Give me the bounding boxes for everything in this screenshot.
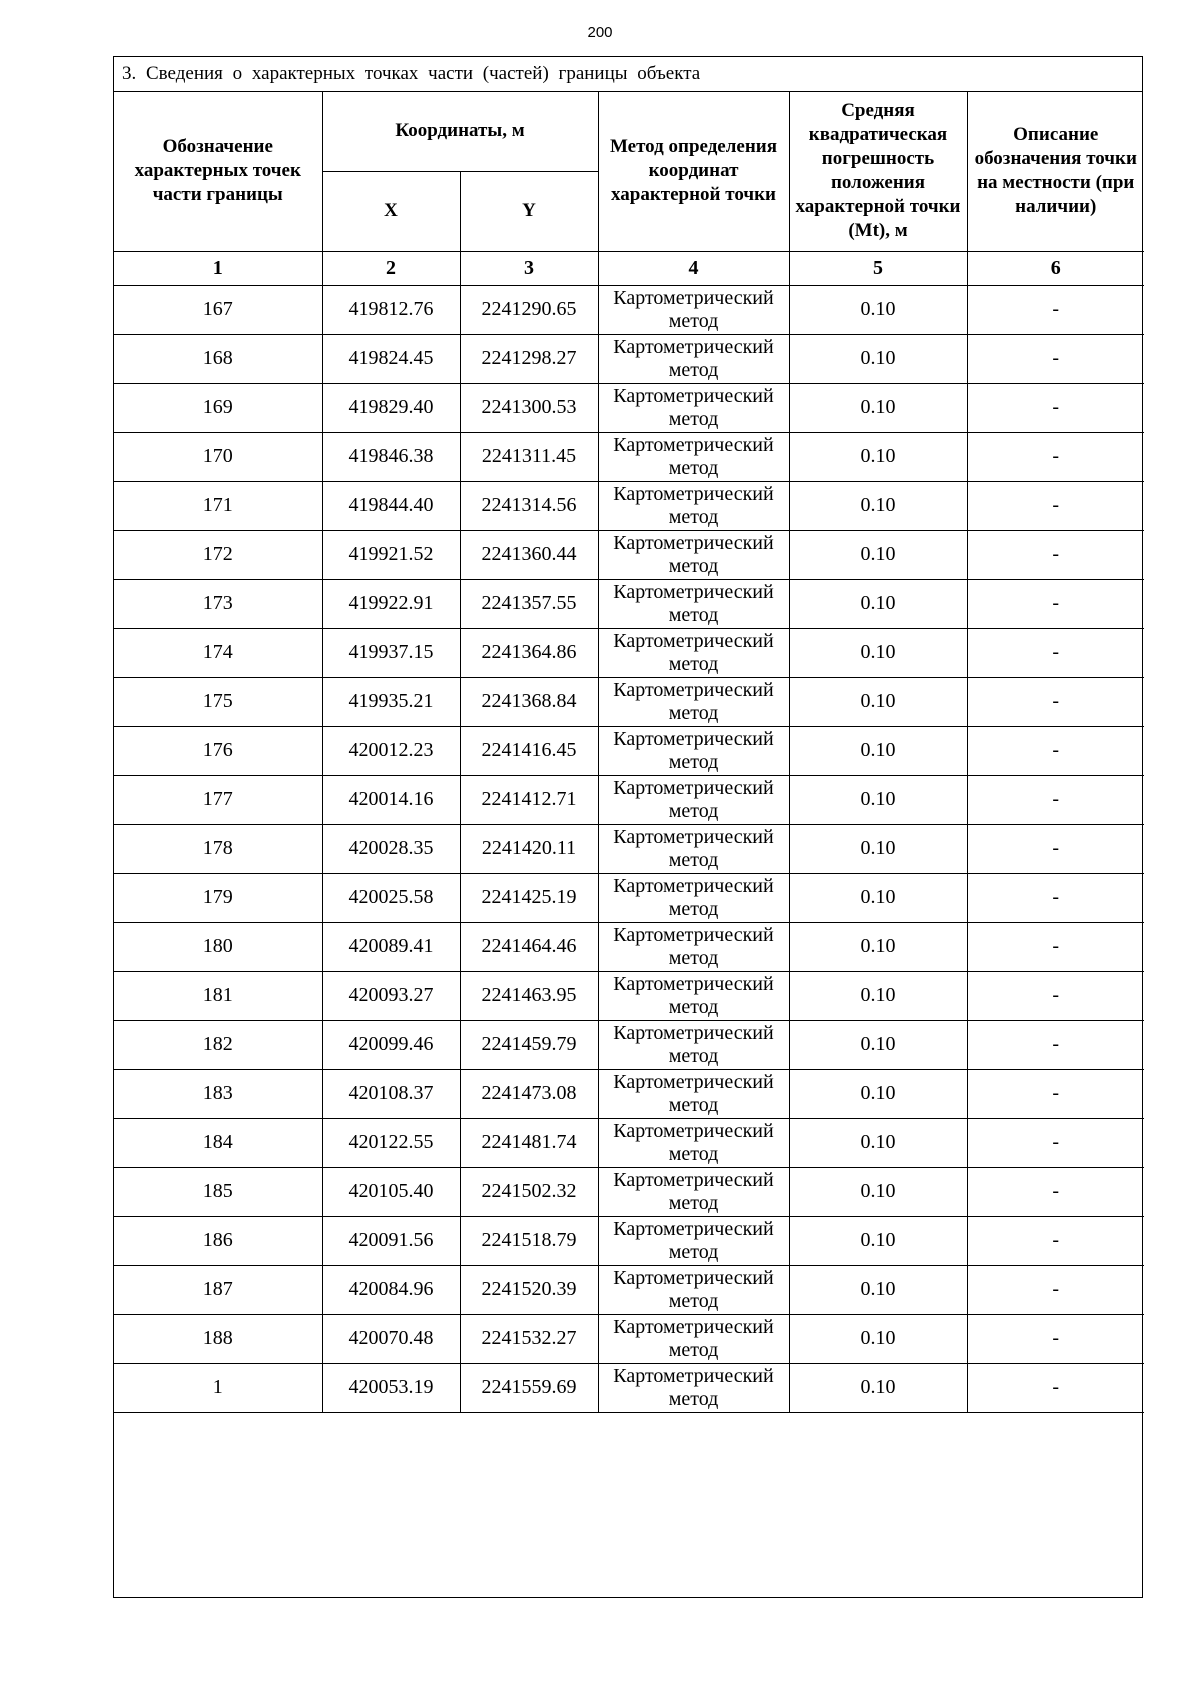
- method-line: Картометрический: [613, 1070, 774, 1093]
- header-method: Метод определения координат характерной точки: [598, 91, 789, 251]
- cell-description: -: [967, 1265, 1144, 1314]
- cell-error: 0.10: [789, 1314, 967, 1363]
- cell-description: -: [967, 579, 1144, 628]
- cell-x: 420028.35: [322, 824, 460, 873]
- cell-description: -: [967, 824, 1144, 873]
- cell-point-id: 168: [114, 334, 322, 383]
- cell-description: -: [967, 383, 1144, 432]
- cell-y: 2241559.69: [460, 1363, 598, 1412]
- method-line: метод: [668, 407, 719, 430]
- table-row: [114, 775, 1144, 824]
- cell-y: 2241412.71: [460, 775, 598, 824]
- cell-x: 420089.41: [322, 922, 460, 971]
- cell-description: -: [967, 1069, 1144, 1118]
- page-number: 200: [587, 24, 613, 41]
- cell-point-id: 178: [114, 824, 322, 873]
- table-row: [114, 383, 1144, 432]
- method-line: метод: [668, 652, 719, 675]
- cell-description: -: [967, 285, 1144, 334]
- method-line: Картометрический: [613, 335, 774, 358]
- cell-method: [598, 1216, 789, 1265]
- cell-x: 419935.21: [322, 677, 460, 726]
- cell-x: 420025.58: [322, 873, 460, 922]
- cell-y: 2241420.11: [460, 824, 598, 873]
- method-line: Картометрический: [613, 1217, 774, 1240]
- table-row: [114, 677, 1144, 726]
- method-line: метод: [668, 309, 719, 332]
- cell-point-id: 179: [114, 873, 322, 922]
- cell-error: 0.10: [789, 922, 967, 971]
- cell-y: 2241360.44: [460, 530, 598, 579]
- method-line: Картометрический: [613, 972, 774, 995]
- cell-error: 0.10: [789, 971, 967, 1020]
- cell-error: 0.10: [789, 1265, 967, 1314]
- cell-method: [598, 726, 789, 775]
- cell-error: 0.10: [789, 285, 967, 334]
- cell-x: 420012.23: [322, 726, 460, 775]
- table-row: [114, 579, 1144, 628]
- header-y: Y: [460, 171, 598, 251]
- method-line: метод: [668, 505, 719, 528]
- cell-x: 419844.40: [322, 481, 460, 530]
- cell-method: [598, 1363, 789, 1412]
- cell-x: 419829.40: [322, 383, 460, 432]
- table-row: [114, 1216, 1144, 1265]
- cell-method: [598, 824, 789, 873]
- cell-method: [598, 1020, 789, 1069]
- method-line: Картометрический: [613, 1119, 774, 1142]
- cell-method: [598, 677, 789, 726]
- table-row: [114, 1363, 1144, 1412]
- column-number: 4: [598, 251, 789, 285]
- table-row: [114, 334, 1144, 383]
- table-row: [114, 628, 1144, 677]
- cell-error: 0.10: [789, 383, 967, 432]
- cell-method: [598, 873, 789, 922]
- method-line: метод: [668, 701, 719, 724]
- column-number: 3: [460, 251, 598, 285]
- cell-description: -: [967, 1118, 1144, 1167]
- cell-method: [598, 530, 789, 579]
- cell-point-id: 180: [114, 922, 322, 971]
- table-row: [114, 285, 1144, 334]
- header-coordinates: Координаты, м: [322, 91, 598, 171]
- method-line: метод: [668, 603, 719, 626]
- cell-method: [598, 285, 789, 334]
- cell-y: 2241314.56: [460, 481, 598, 530]
- table-row: [114, 971, 1144, 1020]
- cell-error: 0.10: [789, 726, 967, 775]
- cell-point-id: 183: [114, 1069, 322, 1118]
- cell-point-id: 175: [114, 677, 322, 726]
- table-row: [114, 922, 1144, 971]
- method-line: Картометрический: [613, 629, 774, 652]
- method-line: метод: [668, 554, 719, 577]
- method-line: Картометрический: [613, 923, 774, 946]
- method-line: Картометрический: [613, 825, 774, 848]
- cell-x: 420099.46: [322, 1020, 460, 1069]
- cell-error: 0.10: [789, 334, 967, 383]
- table-row: [114, 1118, 1144, 1167]
- cell-method: [598, 628, 789, 677]
- cell-x: 419812.76: [322, 285, 460, 334]
- cell-point-id: 171: [114, 481, 322, 530]
- cell-error: 0.10: [789, 677, 967, 726]
- cell-y: 2241290.65: [460, 285, 598, 334]
- header-x: X: [322, 171, 460, 251]
- cell-y: 2241520.39: [460, 1265, 598, 1314]
- header-error: Средняя квадратическая погрешность положения характерной точки (Mt), м: [789, 91, 967, 251]
- method-line: Картометрический: [613, 433, 774, 456]
- method-line: Картометрический: [613, 874, 774, 897]
- cell-method: [598, 432, 789, 481]
- cell-y: 2241311.45: [460, 432, 598, 481]
- method-line: метод: [668, 995, 719, 1018]
- table-row: [114, 1167, 1144, 1216]
- cell-x: 420108.37: [322, 1069, 460, 1118]
- cell-point-id: 186: [114, 1216, 322, 1265]
- table-row: [114, 481, 1144, 530]
- cell-x: 420122.55: [322, 1118, 460, 1167]
- method-line: метод: [668, 750, 719, 773]
- table-row: [114, 1020, 1144, 1069]
- cell-method: [598, 1118, 789, 1167]
- method-line: метод: [668, 799, 719, 822]
- table-body: [114, 285, 1144, 1412]
- method-line: Картометрический: [613, 1364, 774, 1387]
- cell-error: 0.10: [789, 824, 967, 873]
- table-header: [114, 91, 1144, 285]
- cell-description: -: [967, 481, 1144, 530]
- header-description: Описание обозначения точки на местности (при наличии): [967, 91, 1144, 251]
- cell-error: 0.10: [789, 1216, 967, 1265]
- cell-point-id: 181: [114, 971, 322, 1020]
- cell-description: -: [967, 334, 1144, 383]
- method-line: метод: [668, 1044, 719, 1067]
- cell-method: [598, 1069, 789, 1118]
- cell-y: 2241502.32: [460, 1167, 598, 1216]
- cell-error: 0.10: [789, 1118, 967, 1167]
- method-line: Картометрический: [613, 482, 774, 505]
- table-row: [114, 726, 1144, 775]
- cell-y: 2241459.79: [460, 1020, 598, 1069]
- cell-x: 420091.56: [322, 1216, 460, 1265]
- cell-x: 419921.52: [322, 530, 460, 579]
- cell-error: 0.10: [789, 628, 967, 677]
- cell-error: 0.10: [789, 873, 967, 922]
- cell-method: [598, 1265, 789, 1314]
- table-row: [114, 824, 1144, 873]
- cell-description: -: [967, 726, 1144, 775]
- cell-description: -: [967, 677, 1144, 726]
- cell-method: [598, 775, 789, 824]
- cell-error: 0.10: [789, 530, 967, 579]
- method-line: Картометрический: [613, 1021, 774, 1044]
- table-row: [114, 530, 1144, 579]
- cell-point-id: 169: [114, 383, 322, 432]
- method-line: Картометрический: [613, 1315, 774, 1338]
- method-line: Картометрический: [613, 384, 774, 407]
- cell-method: [598, 579, 789, 628]
- cell-error: 0.10: [789, 1069, 967, 1118]
- cell-x: 419824.45: [322, 334, 460, 383]
- method-line: Картометрический: [613, 531, 774, 554]
- cell-error: 0.10: [789, 432, 967, 481]
- cell-point-id: 173: [114, 579, 322, 628]
- cell-description: -: [967, 432, 1144, 481]
- cell-method: [598, 971, 789, 1020]
- method-line: метод: [668, 1289, 719, 1312]
- cell-point-id: 167: [114, 285, 322, 334]
- cell-method: [598, 383, 789, 432]
- table-row: [114, 1314, 1144, 1363]
- method-line: Картометрический: [613, 727, 774, 750]
- cell-description: -: [967, 1020, 1144, 1069]
- cell-x: 420105.40: [322, 1167, 460, 1216]
- cell-description: -: [967, 530, 1144, 579]
- cell-x: 420053.19: [322, 1363, 460, 1412]
- cell-y: 2241532.27: [460, 1314, 598, 1363]
- method-line: метод: [668, 1142, 719, 1165]
- cell-y: 2241473.08: [460, 1069, 598, 1118]
- method-line: Картометрический: [613, 678, 774, 701]
- column-number: 5: [789, 251, 967, 285]
- cell-x: 419937.15: [322, 628, 460, 677]
- method-line: метод: [668, 1240, 719, 1263]
- cell-description: -: [967, 1167, 1144, 1216]
- cell-error: 0.10: [789, 775, 967, 824]
- cell-x: 420014.16: [322, 775, 460, 824]
- cell-error: 0.10: [789, 1020, 967, 1069]
- cell-description: -: [967, 1216, 1144, 1265]
- cell-point-id: 172: [114, 530, 322, 579]
- cell-y: 2241364.86: [460, 628, 598, 677]
- method-line: Картометрический: [613, 286, 774, 309]
- cell-description: -: [967, 1363, 1144, 1412]
- cell-x: 420084.96: [322, 1265, 460, 1314]
- cell-x: 420070.48: [322, 1314, 460, 1363]
- method-line: Картометрический: [613, 580, 774, 603]
- cell-point-id: 177: [114, 775, 322, 824]
- cell-point-id: 182: [114, 1020, 322, 1069]
- cell-y: 2241416.45: [460, 726, 598, 775]
- table-row: [114, 873, 1144, 922]
- cell-description: -: [967, 922, 1144, 971]
- cell-point-id: 176: [114, 726, 322, 775]
- cell-description: -: [967, 873, 1144, 922]
- method-line: Картометрический: [613, 1266, 774, 1289]
- method-line: Картометрический: [613, 776, 774, 799]
- cell-y: 2241518.79: [460, 1216, 598, 1265]
- cell-point-id: 184: [114, 1118, 322, 1167]
- cell-y: 2241463.95: [460, 971, 598, 1020]
- cell-point-id: 188: [114, 1314, 322, 1363]
- method-line: метод: [668, 456, 719, 479]
- method-line: метод: [668, 848, 719, 871]
- cell-description: -: [967, 628, 1144, 677]
- cell-point-id: 187: [114, 1265, 322, 1314]
- method-line: метод: [668, 1387, 719, 1410]
- cell-y: 2241357.55: [460, 579, 598, 628]
- column-number: 1: [114, 251, 322, 285]
- cell-x: 420093.27: [322, 971, 460, 1020]
- cell-y: 2241298.27: [460, 334, 598, 383]
- column-number: 6: [967, 251, 1144, 285]
- cell-y: 2241425.19: [460, 873, 598, 922]
- cell-y: 2241300.53: [460, 383, 598, 432]
- cell-x: 419922.91: [322, 579, 460, 628]
- cell-point-id: 170: [114, 432, 322, 481]
- cell-y: 2241464.46: [460, 922, 598, 971]
- cell-point-id: 174: [114, 628, 322, 677]
- table-row: [114, 1265, 1144, 1314]
- cell-y: 2241368.84: [460, 677, 598, 726]
- cell-method: [598, 1314, 789, 1363]
- cell-error: 0.10: [789, 1167, 967, 1216]
- document-frame: [113, 56, 1143, 1598]
- method-line: метод: [668, 1191, 719, 1214]
- cell-x: 419846.38: [322, 432, 460, 481]
- cell-method: [598, 922, 789, 971]
- cell-method: [598, 334, 789, 383]
- cell-description: -: [967, 971, 1144, 1020]
- method-line: метод: [668, 1338, 719, 1361]
- table-row: [114, 1069, 1144, 1118]
- cell-description: -: [967, 775, 1144, 824]
- cell-method: [598, 481, 789, 530]
- method-line: метод: [668, 946, 719, 969]
- header-point-designation: Обозначение характерных точек части границы: [114, 91, 322, 251]
- column-number: 2: [322, 251, 460, 285]
- cell-error: 0.10: [789, 1363, 967, 1412]
- cell-error: 0.10: [789, 579, 967, 628]
- cell-method: [598, 1167, 789, 1216]
- cell-point-id: 1: [114, 1363, 322, 1412]
- method-line: метод: [668, 358, 719, 381]
- method-line: метод: [668, 897, 719, 920]
- cell-y: 2241481.74: [460, 1118, 598, 1167]
- boundary-points-table: [114, 91, 1144, 1413]
- table-row: [114, 432, 1144, 481]
- cell-description: -: [967, 1314, 1144, 1363]
- section-title: 3. Сведения о характерных точках части (частей) границы объекта: [114, 57, 1142, 92]
- method-line: Картометрический: [613, 1168, 774, 1191]
- method-line: метод: [668, 1093, 719, 1116]
- cell-error: 0.10: [789, 481, 967, 530]
- cell-point-id: 185: [114, 1167, 322, 1216]
